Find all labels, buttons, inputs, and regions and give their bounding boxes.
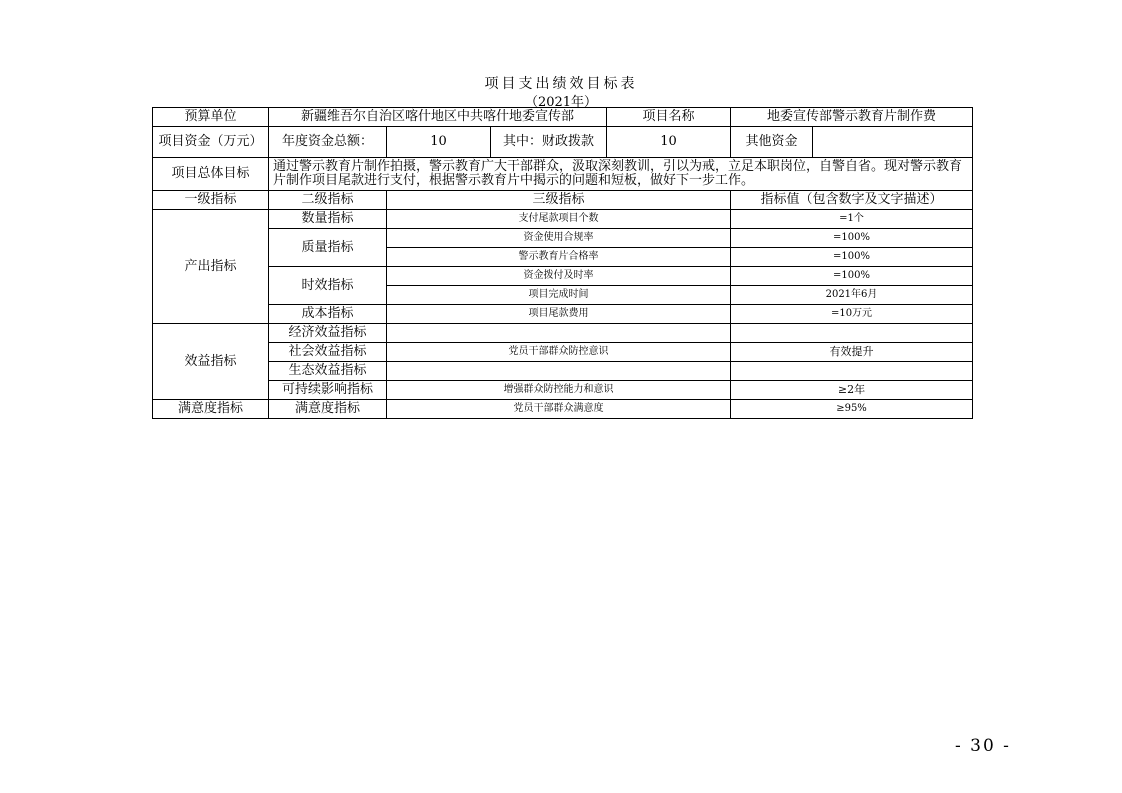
table-title: 项目支出绩效目标表 bbox=[484, 76, 638, 92]
page-number: - 30 - bbox=[955, 736, 1011, 756]
table-row bbox=[153, 158, 973, 191]
quality-indicator-label: 质量指标 bbox=[269, 229, 387, 267]
overall-goal-text: 通过警示教育片制作拍摄，警示教育广大干部群众，汲取深刻教训，引以为戒，立足本职岗位，自警自省。现对警示教育片制作项目尾款进行支付，根据警示教育片中揭示的问题和短板，做好下一步工作。 bbox=[269, 158, 973, 191]
performance-goal-table bbox=[152, 107, 973, 419]
output-indicator-label: 产出指标 bbox=[153, 210, 269, 324]
indicator-value: =1个 bbox=[731, 210, 973, 229]
indicator-name: 警示教育片合格率 bbox=[387, 248, 731, 267]
col-level1-header: 一级指标 bbox=[153, 191, 269, 210]
budget-unit-label: 预算单位 bbox=[153, 108, 269, 127]
indicator-value: =100% bbox=[731, 248, 973, 267]
budget-unit-value: 新疆维吾尔自治区喀什地区中共喀什地委宣传部 bbox=[269, 108, 607, 127]
social-benefit-label: 社会效益指标 bbox=[269, 343, 387, 362]
satisfaction-level1-label: 满意度指标 bbox=[153, 400, 269, 419]
project-name-label: 项目名称 bbox=[607, 108, 731, 127]
indicator-value: =100% bbox=[731, 267, 973, 286]
timeliness-indicator-label: 时效指标 bbox=[269, 267, 387, 305]
indicator-name: 资金拨付及时率 bbox=[387, 267, 731, 286]
table-row bbox=[153, 267, 973, 286]
table-row bbox=[153, 324, 973, 343]
indicator-name: 党员干部群众满意度 bbox=[387, 400, 731, 419]
annual-total-value: 10 bbox=[387, 127, 491, 158]
project-name-value: 地委宣传部警示教育片制作费 bbox=[731, 108, 973, 127]
indicator-name: 项目尾款费用 bbox=[387, 305, 731, 324]
economic-benefit-label: 经济效益指标 bbox=[269, 324, 387, 343]
indicator-name bbox=[387, 362, 731, 381]
indicator-value: ≥2年 bbox=[731, 381, 973, 400]
benefit-indicator-label: 效益指标 bbox=[153, 324, 269, 400]
col-level3-header: 三级指标 bbox=[387, 191, 731, 210]
col-value-header: 指标值（包含数字及文字描述） bbox=[731, 191, 973, 210]
indicator-value: 有效提升 bbox=[731, 343, 973, 362]
overall-goal-label: 项目总体目标 bbox=[153, 158, 269, 191]
col-level2-header: 二级指标 bbox=[269, 191, 387, 210]
cost-indicator-label: 成本指标 bbox=[269, 305, 387, 324]
table-row bbox=[153, 108, 973, 127]
fiscal-funds-label: 其中：财政拨款 bbox=[491, 127, 607, 158]
indicator-value: 2021年6月 bbox=[731, 286, 973, 305]
indicator-name: 支付尾款项目个数 bbox=[387, 210, 731, 229]
indicator-value bbox=[731, 362, 973, 381]
table-year: （2021年） bbox=[524, 95, 598, 110]
funds-label: 项目资金（万元） bbox=[153, 127, 269, 158]
table-row bbox=[153, 362, 973, 381]
indicator-name bbox=[387, 324, 731, 343]
other-funds-value bbox=[813, 127, 973, 158]
table-row bbox=[153, 127, 973, 158]
indicator-name: 资金使用合规率 bbox=[387, 229, 731, 248]
indicator-name: 党员干部群众防控意识 bbox=[387, 343, 731, 362]
table-row bbox=[153, 381, 973, 400]
indicator-value: ≥95% bbox=[731, 400, 973, 419]
indicator-value: =100% bbox=[731, 229, 973, 248]
indicator-name: 项目完成时间 bbox=[387, 286, 731, 305]
table-header-row bbox=[153, 191, 973, 210]
table-row bbox=[153, 210, 973, 229]
table-row bbox=[153, 343, 973, 362]
indicator-value bbox=[731, 324, 973, 343]
fiscal-funds-value: 10 bbox=[607, 127, 731, 158]
table-row bbox=[153, 229, 973, 248]
indicator-value: =10万元 bbox=[731, 305, 973, 324]
table-row bbox=[153, 400, 973, 419]
sustainable-impact-label: 可持续影响指标 bbox=[269, 381, 387, 400]
indicator-name: 增强群众防控能力和意识 bbox=[387, 381, 731, 400]
table-row bbox=[153, 305, 973, 324]
satisfaction-level2-label: 满意度指标 bbox=[269, 400, 387, 419]
other-funds-label: 其他资金 bbox=[731, 127, 813, 158]
annual-total-label: 年度资金总额： bbox=[269, 127, 387, 158]
ecological-benefit-label: 生态效益指标 bbox=[269, 362, 387, 381]
quantity-indicator-label: 数量指标 bbox=[269, 210, 387, 229]
